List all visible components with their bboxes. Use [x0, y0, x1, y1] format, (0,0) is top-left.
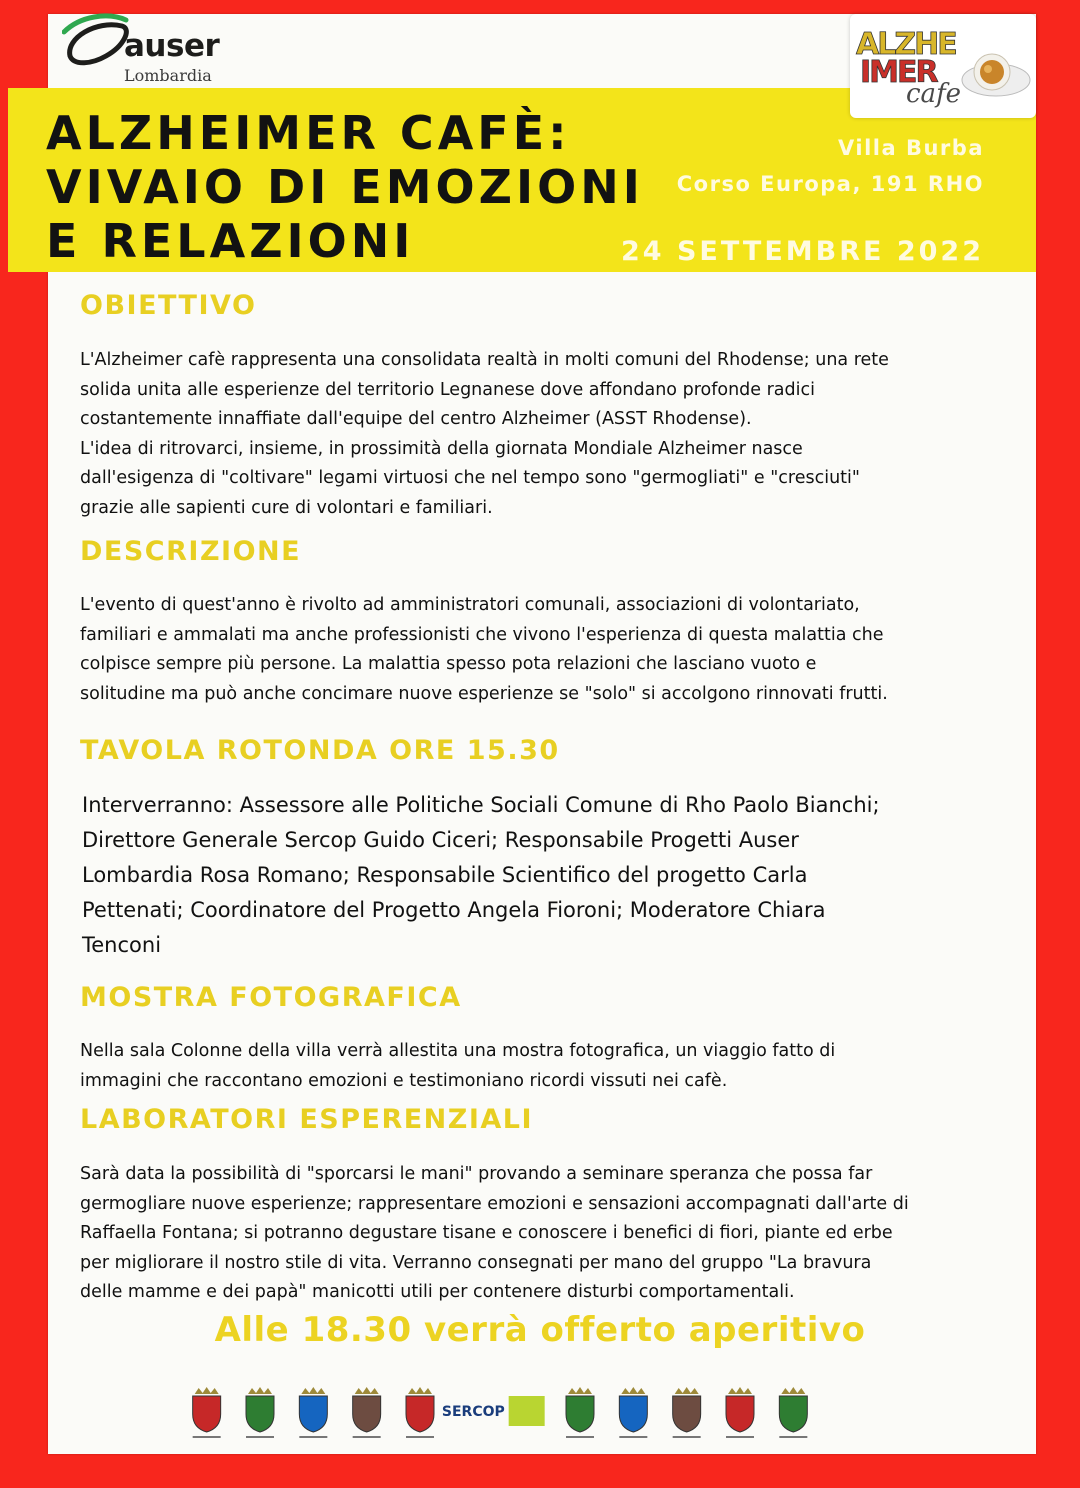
auser-logo-subtitle: Lombardia [124, 66, 212, 85]
svg-text:ALZHE: ALZHE [856, 27, 956, 62]
section-heading-descrizione: DESCRIZIONE [80, 536, 302, 567]
section-heading-laboratori: LABORATORI ESPERENZIALI [80, 1104, 534, 1135]
section-body-descrizione: L'evento di quest'anno è rivolto ad amministratori comunali, associazioni di volontariato, familiari e ammalati ma anche professionisti che vivono l'esperienza di questa malattia che colpisce sempre più persone. La malattia spesso pota relazioni che lasciano vuoto e solitudine ma può anche concimare nuove esperienze se "solo" si accolgono rinnovati frutti. [80, 595, 888, 704]
event-date: 24 SETTEMBRE 2022 [621, 236, 984, 267]
section-body-mostra: Nella sala Colonne della villa verrà allestita una mostra fotografica, un viaggio fatto di immagini che raccontano emozioni e testimoniano ricordi vissuti nei cafè. [80, 1041, 836, 1091]
section-heading-mostra: MOSTRA FOTOGRAFICA [80, 982, 462, 1013]
section-heading-tavola-rotonda: TAVOLA ROTONDA ORE 15.30 [80, 735, 560, 766]
crest-icon [299, 1387, 327, 1438]
sercop-logo [442, 1404, 505, 1420]
crest-icon [619, 1387, 647, 1438]
section-body-laboratori: Sarà data la possibilità di "sporcarsi le mani" provando a seminare speranza che possa far germogliare nuove esperienze; rappresentare emozioni e sensazioni accompagnati dall'arte di Raffaella Fontana; si potranno degustare tisane e conoscere i benefici di fiori, piante ed erbe per migliorare il nostro stile di vita. Verranno consegnati per mano del gruppo "La bravura delle mamme e dei papà" manicotti utili per contenere disturbi comportamentali. [80, 1164, 909, 1302]
sponsor-logos-row [180, 1384, 820, 1440]
poster-title-line: VIVAIO DI EMOZIONI [46, 160, 644, 214]
venue-name: Villa Burba [838, 136, 984, 160]
auser-logo-name: auser [124, 28, 220, 64]
green-square-logo [509, 1396, 545, 1426]
crest-icon [726, 1387, 754, 1438]
poster-title [46, 106, 644, 268]
svg-text:cafe: cafe [906, 79, 962, 109]
venue-street: Corso Europa, 191 RHO [676, 172, 984, 196]
coffee-cup-icon [850, 14, 1036, 118]
crest-icon [779, 1387, 807, 1438]
crest-icon [566, 1387, 594, 1438]
alzheimer-cafe-logo [850, 14, 1036, 118]
section-body-tavola-rotonda: Interverranno: Assessore alle Politiche Sociali Comune di Rho Paolo Bianchi; Direttore Generale Sercop Guido Ciceri; Responsabile Progetti Auser Lombardia Rosa Romano; Responsabile Scientifico del progetto Carla Pettenati; Coordinatore del Progetto Angela Fioroni; Moderatore Chiara Tenconi [82, 793, 880, 957]
aperitivo-notice: Alle 18.30 verrà offerto aperitivo [214, 1310, 866, 1350]
svg-text:IMER: IMER [860, 55, 937, 90]
venue-address [677, 130, 984, 202]
crest-icon [353, 1387, 381, 1438]
crest-icon [673, 1387, 701, 1438]
section-heading-obiettivo: OBIETTIVO [80, 290, 257, 321]
crest-icon [193, 1387, 221, 1438]
crest-icon [406, 1387, 434, 1438]
poster-title-line: ALZHEIMER CAFÈ: [46, 106, 571, 160]
section-body-obiettivo: L'Alzheimer cafè rappresenta una consolidata realtà in molti comuni del Rhodense; una rete solida unita alle esperienze del territorio Legnanese dove affondano profonde radici costantemente innaffiate dall'equipe del centro Alzheimer (ASST Rhodense). L'idea di ritrovarci, insieme, in prossimità della giornata Mondiale Alzheimer nasce dall'esigenza di "coltivare" legami virtuosi che nel tempo sono "germogliati" e "cresciuti" grazie alle sapienti cure di volontari e familiari. [80, 350, 889, 518]
poster-title-line: E RELAZIONI [46, 214, 415, 268]
svg-text:SERCOP: SERCOP [441, 1404, 505, 1420]
crest-icon [246, 1387, 274, 1438]
